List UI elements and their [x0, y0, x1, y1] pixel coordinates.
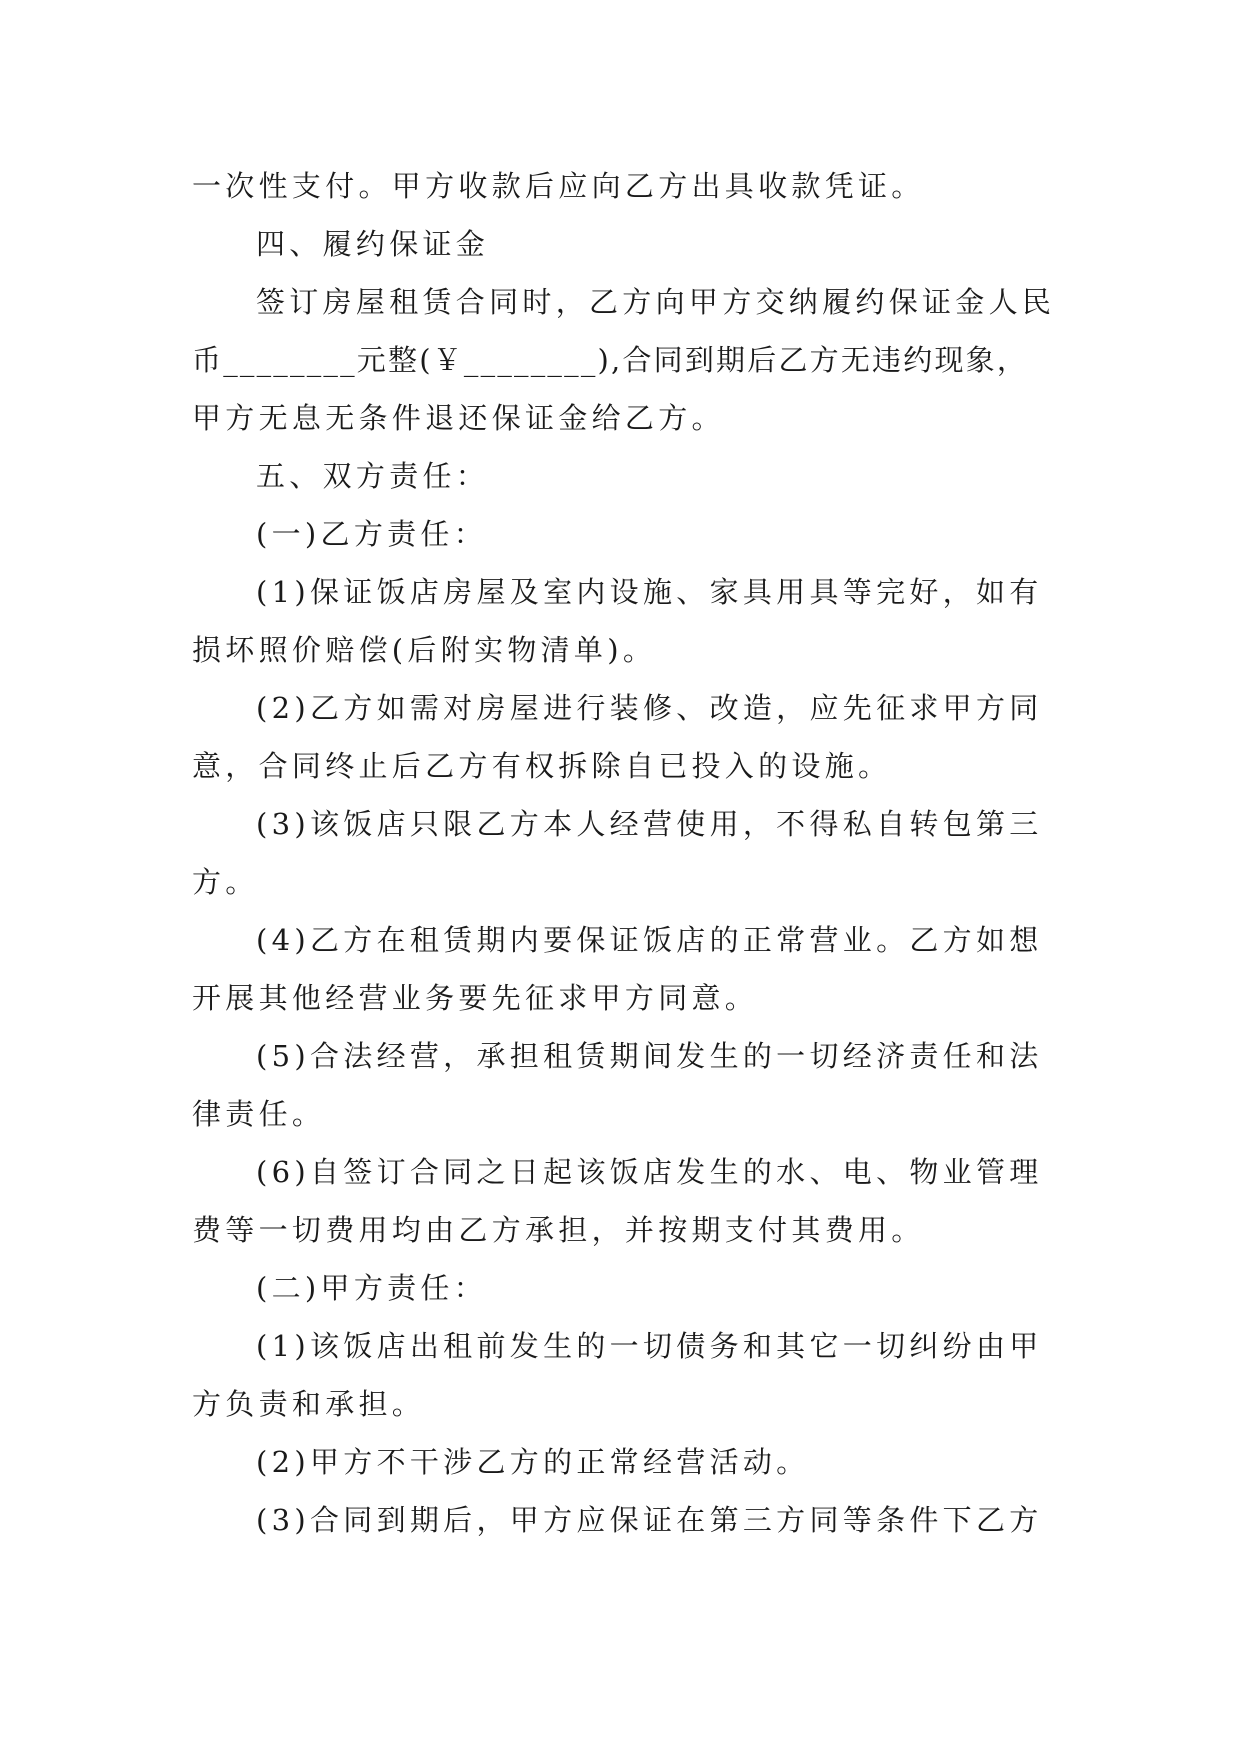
- body-text-line: 损坏照价赔偿(后附实物清单)。: [192, 633, 657, 667]
- section-heading: 五、双方责任：: [256, 459, 490, 493]
- list-item-first-line: (6)自签订合同之日起该饭店发生的水、电、物业管理: [256, 1155, 1043, 1189]
- body-text-line: 意，合同终止后乙方有权拆除自已投入的设施。: [192, 749, 892, 783]
- body-text-line: 方。: [192, 865, 259, 899]
- section-heading: 四、履约保证金: [256, 227, 490, 261]
- subsection-heading: (一)乙方责任：: [256, 517, 488, 551]
- list-item-first-line: (1)该饭店出租前发生的一切债务和其它一切纠纷由甲: [256, 1329, 1043, 1363]
- list-item-first-line: (2)乙方如需对房屋进行装修、改造，应先征求甲方同: [256, 691, 1043, 725]
- body-text-line: 开展其他经营业务要先征求甲方同意。: [192, 981, 759, 1015]
- list-item-first-line: (4)乙方在租赁期内要保证饭店的正常营业。乙方如想: [256, 923, 1043, 957]
- list-item-first-line: (3)该饭店只限乙方本人经营使用，不得私自转包第三: [256, 807, 1043, 841]
- body-text-line: 甲方无息无条件退还保证金给乙方。: [192, 401, 725, 435]
- subsection-heading: (二)甲方责任：: [256, 1271, 488, 1305]
- paragraph-first-line: 签订房屋租赁合同时，乙方向甲方交纳履约保证金人民: [256, 285, 1056, 319]
- body-text-line: 费等一切费用均由乙方承担，并按期支付其费用。: [192, 1213, 925, 1247]
- list-item-first-line: (2)甲方不干涉乙方的正常经营活动。: [256, 1445, 810, 1479]
- body-text-line: 律责任。: [192, 1097, 326, 1131]
- body-text-line: 币________元整(￥________),合同到期后乙方无违约现象，: [192, 343, 1029, 377]
- list-item-first-line: (5)合法经营，承担租赁期间发生的一切经济责任和法: [256, 1039, 1043, 1073]
- list-item-first-line: (3)合同到期后，甲方应保证在第三方同等条件下乙方: [256, 1503, 1043, 1537]
- body-text-line: 方负责和承担。: [192, 1387, 426, 1421]
- body-text-line: 一次性支付。甲方收款后应向乙方出具收款凭证。: [192, 169, 925, 203]
- list-item-first-line: (1)保证饭店房屋及室内设施、家具用具等完好，如有: [256, 575, 1043, 609]
